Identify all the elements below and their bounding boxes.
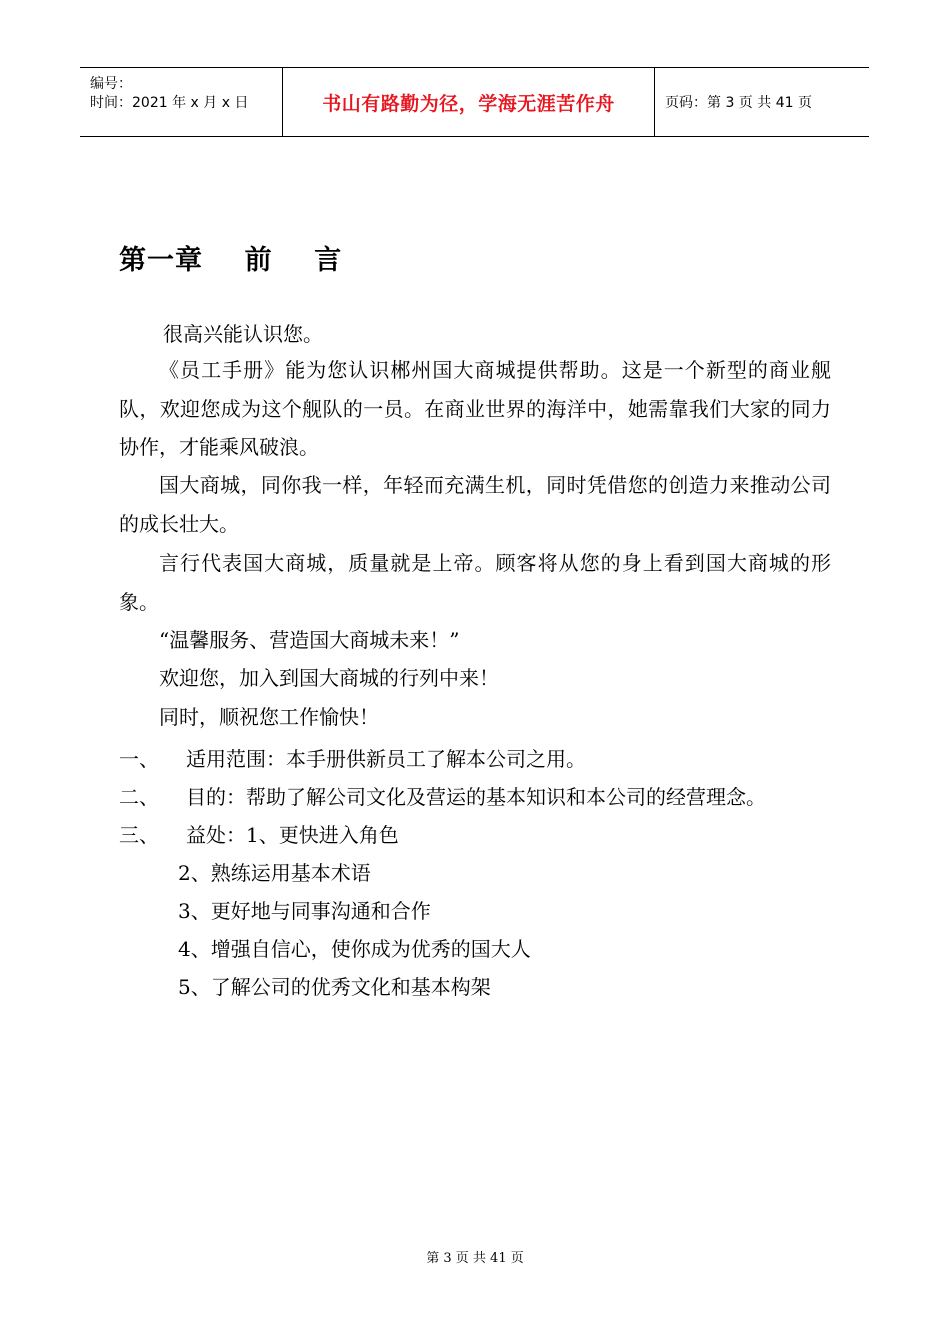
serial-label: 编号： (90, 76, 132, 92)
header-table (80, 67, 869, 137)
chapter-title: 第一章 前 言 (119, 245, 343, 276)
section-number: 三、 (119, 823, 159, 847)
section-text: 适用范围：本手册供新员工了解本公司之用。 (186, 747, 586, 771)
paragraph-company: 国大商城，同你我一样，年轻而充满生机，同时凭借您的创造力来推动公司的成长壮大。 (119, 473, 831, 536)
page-footer: 第 3 页 共 41 页 (426, 1251, 524, 1266)
benefit-item: 4、增强自信心，使你成为优秀的国大人 (178, 937, 531, 961)
section-number: 一、 (119, 747, 159, 771)
paragraph-conduct: 言行代表国大商城，质量就是上帝。顾客将从您的身上看到国大商城的形象。 (119, 551, 831, 614)
page-info: 页码：第 3 页 共 41 页 (665, 95, 812, 111)
header-page-cell (655, 68, 869, 136)
date-line: 时间：2021 年 x 月 x 日 (90, 95, 249, 111)
benefit-item: 3、更好地与同事沟通和合作 (178, 899, 431, 923)
paragraph-slogan: “温馨服务、营造国大商城未来！” (159, 628, 460, 652)
benefit-item: 2、熟练运用基本术语 (178, 861, 371, 885)
header-motto-cell (283, 68, 655, 136)
paragraph-greeting: 很高兴能认识您。 (163, 322, 323, 346)
paragraph-wishes: 同时，顺祝您工作愉快！ (159, 705, 379, 729)
section-number: 二、 (119, 785, 159, 809)
section-text: 益处：1、更快进入角色 (186, 823, 399, 847)
section-text: 目的：帮助了解公司文化及营运的基本知识和本公司的经营理念。 (186, 785, 766, 809)
header-meta-cell (80, 68, 283, 136)
paragraph-handbook: 《员工手册》能为您认识郴州国大商城提供帮助。这是一个新型的商业舰队，欢迎您成为这个舰队的一员。在商业世界的海洋中，她需靠我们大家的同力协作，才能乘风破浪。 (119, 358, 831, 459)
paragraph-welcome: 欢迎您，加入到国大商城的行列中来！ (159, 666, 499, 690)
benefit-item: 5、了解公司的优秀文化和基本构架 (178, 975, 491, 999)
motto: 书山有路勤为径，学海无涯苦作舟 (322, 92, 615, 115)
